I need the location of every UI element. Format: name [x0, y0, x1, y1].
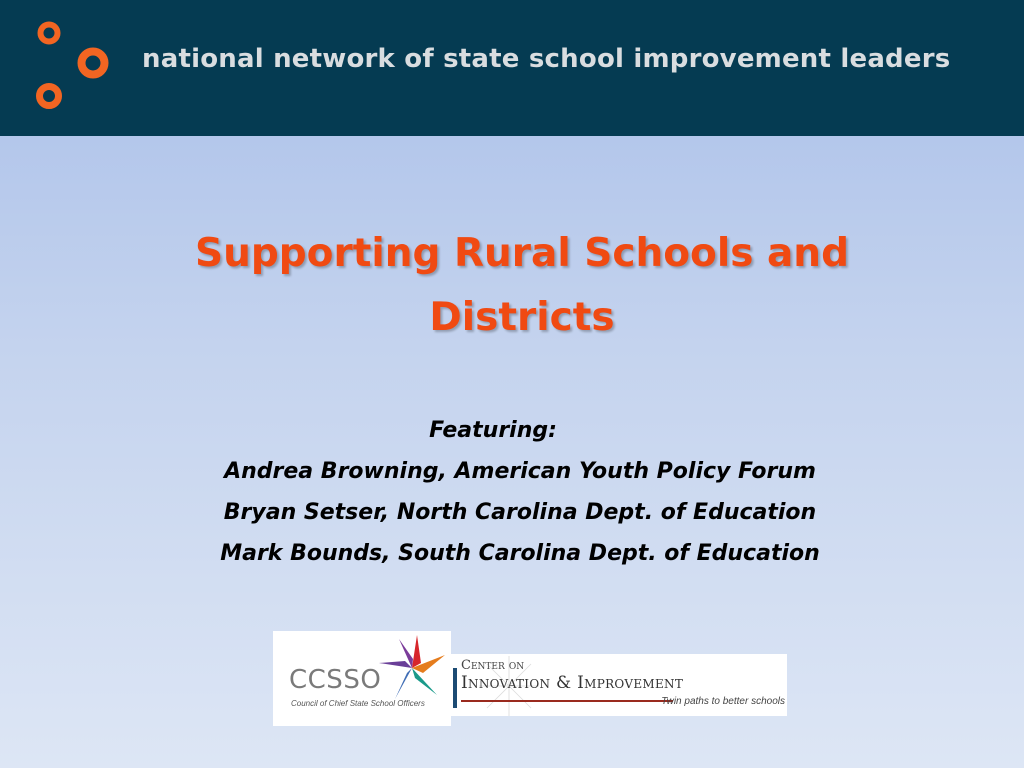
- cii-line1: Center on: [461, 658, 525, 673]
- star-icon: [377, 633, 447, 703]
- ccsso-logo: [273, 631, 451, 726]
- speaker-line: Bryan Setser, North Carolina Dept. of Education: [223, 500, 817, 525]
- cii-tagline: Twin paths to better schools: [661, 696, 785, 707]
- speaker-line: Andrea Browning, American Youth Policy Forum: [224, 459, 816, 484]
- ccsso-subtitle: Council of Chief State School Officers: [291, 699, 425, 708]
- cii-line2: Innovation & Improvement: [461, 673, 684, 693]
- org-name: national network of state school improvement leaders: [142, 44, 951, 74]
- cii-logo: [451, 654, 787, 716]
- slide-title: Supporting Rural Schools and Districts: [195, 231, 849, 340]
- speaker-line: Mark Bounds, South Carolina Dept. of Education: [220, 541, 820, 566]
- featuring-block: [150, 410, 890, 574]
- ccsso-name: CCSSO: [289, 665, 382, 695]
- header-banner: [0, 0, 1024, 136]
- cii-divider: [461, 700, 673, 702]
- orange-rings-logo-icon: [30, 18, 120, 118]
- featuring-label: Featuring:: [429, 418, 557, 443]
- cii-accent-bar: [453, 668, 457, 708]
